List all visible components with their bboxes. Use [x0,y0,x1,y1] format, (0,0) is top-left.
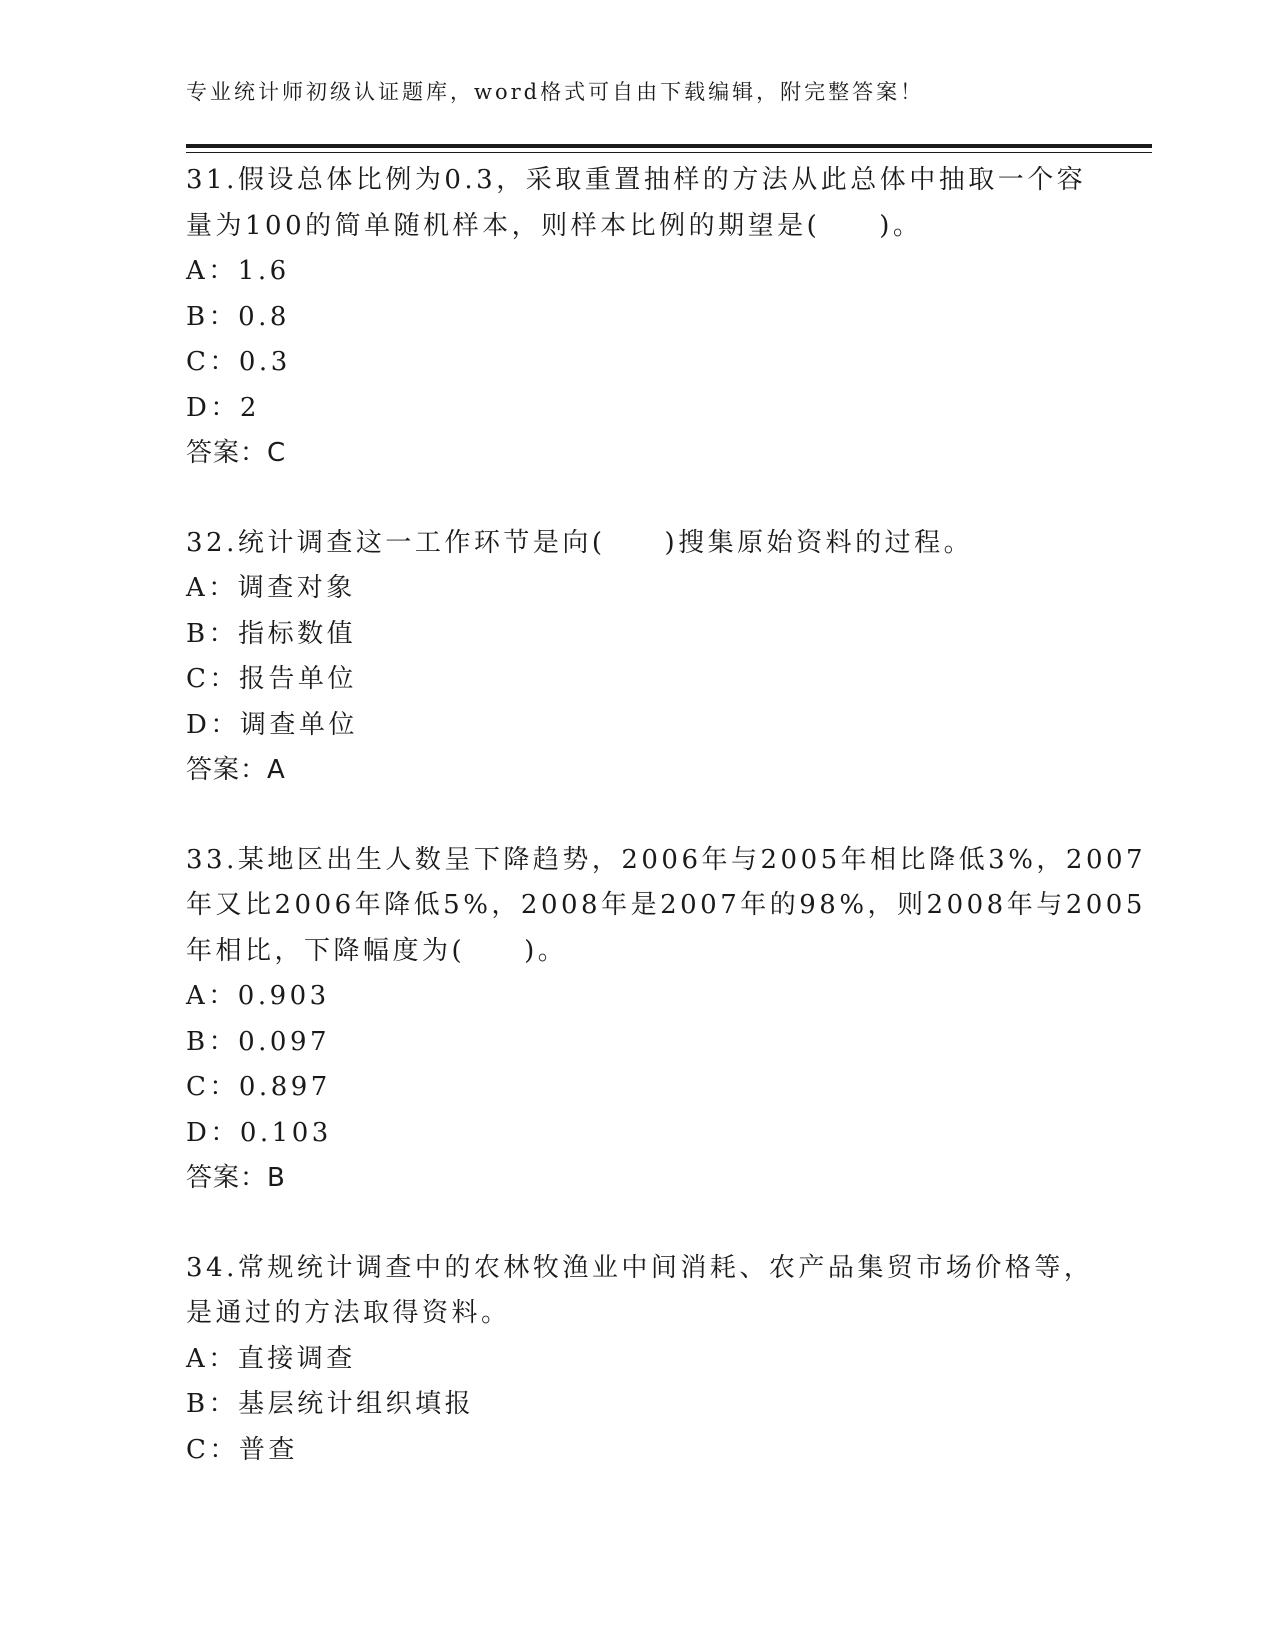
option-c: C：0.3 [186,347,291,377]
page-header: 专业统计师初级认证题库，word格式可自由下载编辑，附完整答案！ [186,80,925,104]
question-stem: 31.假设总体比例为0.3，采取重置抽样的方法从此总体中抽取一个容 [186,165,1087,195]
option-a: A：直接调查 [186,1343,356,1374]
question-31 [186,158,1086,477]
answer: 答案：C [186,438,287,468]
question-stem: 量为100的简单随机样本，则样本比例的期望是( )。 [186,210,923,241]
option-b: B：基层统计组织填报 [186,1389,475,1419]
option-b: B：0.8 [186,301,290,332]
question-stem: 是通过的方法取得资料。 [186,1298,511,1328]
question-32 [186,521,1086,794]
option-b: B：指标数值 [186,618,357,649]
option-a: A：1.6 [186,256,290,286]
option-a: A：0.903 [186,981,330,1011]
option-d: D：调查单位 [186,709,358,740]
option-d: D：2 [186,392,260,423]
question-stem: 33.某地区出生人数呈下降趋势，2006年与2005年相比降低3%，2007 [186,844,1147,875]
question-stem: 年又比2006年降低5%，2008年是2007年的98%，则2008年与2005 [186,890,1146,920]
question-stem: 32.统计调查这一工作环节是向( )搜集原始资料的过程。 [186,527,974,558]
option-c: C：普查 [186,1434,298,1465]
answer: 答案：B [186,1163,286,1193]
question-list [186,158,1147,1517]
answer: 答案：A [186,755,286,785]
option-a: A：调查对象 [186,573,356,603]
header-rule-thin [186,152,1152,153]
question-stem: 34.常规统计调查中的农林牧渔业中间消耗、农产品集贸市场价格等， [186,1252,1094,1283]
option-d: D：0.103 [186,1117,332,1148]
option-c: C：0.897 [186,1072,331,1102]
option-b: B：0.097 [186,1026,331,1057]
question-stem: 年相比，下降幅度为( )。 [186,935,568,966]
question-33 [186,838,1147,1202]
option-c: C：报告单位 [186,664,357,694]
header-rule-thick [186,144,1152,148]
question-34 [186,1246,1094,1474]
